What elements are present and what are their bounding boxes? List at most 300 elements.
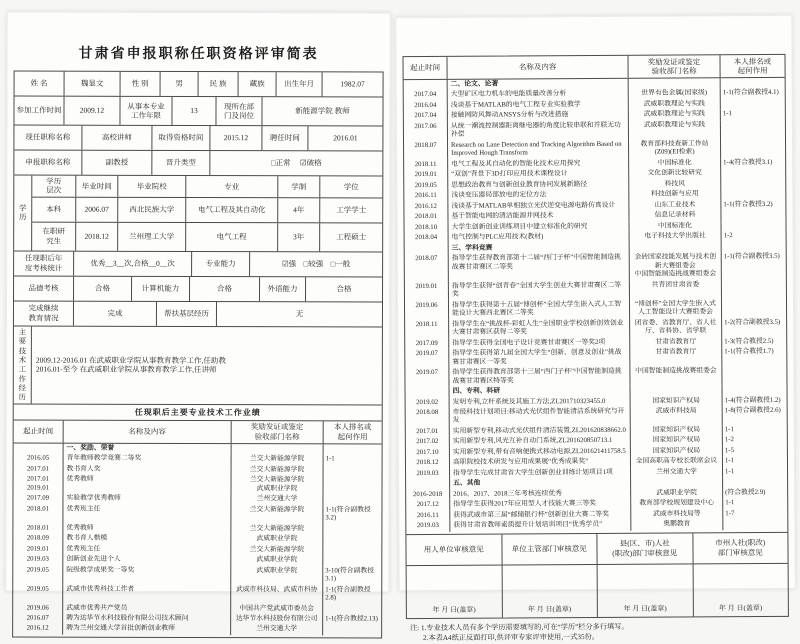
cell-dept: 世界有色金属(国家级) [629, 89, 721, 100]
gender-label: 性 别 [121, 72, 161, 96]
cell-content: 指导学生完成甘肃省大学生创新创业训练计划项目1项 [450, 468, 631, 480]
cell-content: 三、学科竞赛 [449, 243, 630, 255]
cell-dept: 武威职业学院 [631, 488, 723, 499]
cell-date: 2019.03 [13, 555, 63, 566]
current-title-value: 高校讲师 [82, 126, 152, 150]
cell-date: 2017.09 [13, 494, 63, 505]
cell-dept: 山东工业技术 [629, 200, 721, 211]
cell-content: 教书育人楷模 [63, 534, 231, 545]
cell-dept: 武威职教理论与实践 [629, 110, 721, 121]
promo-type-label: 晋升类型 [152, 151, 210, 175]
grassroots-label: 帮扶基层经历 [157, 302, 217, 326]
cell-content: 实用新型专利,移动式光伏组件清洁装置,ZL201620838662.0 [450, 426, 631, 438]
table-row [405, 347, 786, 368]
header-rank: 本人排名或 起何作用 [333, 422, 372, 442]
cell-content: 电气控制与PLC应用技术(教材) [449, 232, 630, 244]
cell-dept: 奥鹏教育 [631, 520, 723, 531]
cell-date: 2018.01 [13, 504, 63, 523]
cell-date: 2019.05 [13, 565, 63, 584]
cell-date: 2016.12 [13, 624, 63, 635]
cell-dept: 兰交大新能源学院 [232, 465, 324, 476]
cell-rank: 1-7 [725, 509, 735, 518]
cell-rank [721, 139, 785, 158]
cell-rank: 1-1(符合教授2.13) [325, 615, 378, 623]
cell-rank: 1-3(符合教授2.5) [724, 337, 774, 345]
cell-content: 指导学生获得教育部第十二届“西门子杯”中国智能制造挑战赛甘肃赛区二等奖 [449, 253, 630, 282]
cell-date: 2019.03 [406, 469, 450, 480]
header-date: 起止时间 [403, 57, 447, 79]
cell-rank [721, 78, 785, 89]
cell-dept: 武威职教理论与实践 [629, 99, 721, 110]
cell-date: 2019.07 [405, 349, 449, 368]
signature-box-county: 年 月 日(盖章) [598, 564, 694, 617]
cell-dept: “博创杯”全国大学生嵌入式人工智能设计大赛组委会 [630, 299, 722, 319]
cell-dept: 中国标准化 [630, 221, 722, 232]
gender-value: 男 [161, 72, 199, 96]
page-title: 甘肃省申报职称任职资格评审简表 [78, 46, 319, 63]
edu-level-header: 学历 层次 [32, 176, 76, 197]
row-current-title [14, 126, 382, 152]
cell-dept [630, 242, 722, 253]
education-header-row [32, 176, 382, 199]
experience-text: 2009.12-2016.01 在武威职业学院从事教育教学工作,任助教 2016.01-至今 在武威职业学院从事教育教学工作,任讲师 [35, 355, 226, 375]
cell-date: 2018.10 [405, 223, 449, 234]
cell-content: 浅谈变压器局部放电的定位方法 [448, 190, 629, 202]
cell-content: 高职院校技术研发与应用成果展“优秀成果奖” [450, 457, 631, 469]
cell-rank [722, 366, 786, 385]
cell-date: 2019.05 [13, 584, 63, 603]
cell-dept: 科技风 [629, 179, 721, 190]
cell-date: 2019.01 [13, 544, 63, 555]
cell-rank [721, 189, 785, 200]
cell-rank: 1-5 [724, 447, 734, 455]
cell-rank [721, 210, 785, 221]
cell-rank: 1-1 [725, 468, 735, 476]
cell-content: 市级科技计划项目:移动式光伏组件智能清洁系统研究与开发 [450, 407, 631, 427]
page-left [5, 11, 391, 633]
cell-content: 从统一潮流控制器距离继电器的角度比较串联和并联无功补偿 [448, 121, 629, 141]
table-row [13, 475, 381, 495]
work-start-value: 2009.12 [64, 97, 120, 125]
cell-date [406, 387, 450, 398]
cell-rank: 1-1(符合副教授3.2) [325, 505, 371, 522]
cell-content: 电气工程及其自动化的智能化技术应用探究 [448, 159, 629, 171]
cell-date: 2019.01 [404, 170, 448, 181]
table-row [404, 139, 785, 160]
cell-rank [722, 221, 786, 232]
cell-dept: 兰州交通大学 [231, 625, 323, 636]
cell-dept: 武威市科技局 [631, 406, 723, 426]
review-supervisor-header: 单位主管部门审核意见 [502, 534, 598, 565]
cell-dept: 科技创新与应用 [629, 190, 721, 201]
cell-dept: 达华节水科技股份有限公司 [231, 614, 323, 625]
cell-rank: 1-4(符合副教授1.2) [724, 396, 781, 404]
achievements-body [13, 443, 382, 637]
cell-date: 2018.01 [13, 523, 63, 534]
cell-rank: 3-10(符合副教授3.1) [325, 566, 375, 583]
cell-content: 教书育人奖 [64, 464, 232, 475]
footnotes [410, 621, 785, 644]
header-dept: 奖励发证或鉴定 验收部门名称 [628, 55, 720, 78]
cell-content: 聘为兰州交通大学首批创新创业教师 [63, 624, 231, 635]
cell-content: 实验教学优秀教师 [63, 494, 231, 505]
edu-degree-header: 学位 [343, 182, 359, 192]
cell-date: 2016.11 [406, 511, 450, 522]
birth-value: 1982.07 [340, 79, 365, 89]
row-continuing-education [14, 301, 382, 327]
cell-content: 四、专利、科研 [450, 386, 631, 398]
cell-rank [721, 120, 785, 139]
cell-rank: 1-2 [724, 436, 734, 444]
cell-date: 2018.04 [405, 233, 449, 244]
cell-rank [721, 179, 785, 190]
cell-content: 二、论文、论著 [448, 79, 629, 91]
cell-rank [323, 555, 381, 566]
cell-dept [631, 478, 723, 489]
cell-dept: 国家知识产权局 [631, 446, 723, 457]
cell-rank: (符合教授2.9) [725, 488, 766, 497]
qual-time-label: 取得资格时间 [152, 126, 210, 150]
cell-rank: 1-1(符合副教授3.5) [723, 253, 780, 261]
apply-title-value: 副教授 [82, 151, 152, 175]
table-row [405, 280, 786, 301]
qual-time-value: 2015.12 [210, 126, 262, 150]
cell-content: 2016、2017、2018三年考核连续优秀 [450, 489, 631, 501]
cell-content: 指导学生获得教育部第十三届“西门子杯”中国智能制造挑战赛甘肃赛区特等奖 [449, 367, 630, 387]
ce-value: 完成 [74, 301, 157, 325]
table-row [13, 504, 381, 524]
cell-date: 2019.01 [405, 282, 449, 301]
computer-label: 计算机能力 [132, 277, 190, 301]
cell-rank [721, 99, 785, 110]
cell-date: 2019.03 [406, 521, 450, 532]
cell-dept: 中国共产党武威市委员会 [231, 604, 323, 615]
table-row [13, 624, 381, 635]
table-row [406, 406, 787, 427]
edu-major: 电气工程及其自动化 [186, 198, 278, 222]
cell-rank [722, 298, 786, 317]
cell-rank: 1-1(符合副教授4.1) [722, 89, 779, 97]
cell-date: 2019.06 [13, 603, 63, 614]
experience-vertical-label: 主要 技术 工作 经历 [14, 326, 32, 403]
cell-content: 一、奖励、荣誉 [64, 443, 232, 454]
cell-date: 2016.12 [404, 202, 448, 213]
cell-date: 2016.07 [13, 614, 63, 625]
dept-label: 现所在部 门及岗位 [216, 97, 262, 125]
cell-content: 指导学生获得“创青春”全国大学生创业大赛甘肃赛区二等奖 [449, 280, 630, 300]
cell-content: 大学生创新创业训练项目中建立标准化的研究 [449, 222, 630, 234]
review-signature-row [407, 564, 788, 618]
cell-rank: 1-2(符合副教授3.5) [724, 318, 781, 326]
cell-date: 2017.01 [406, 427, 450, 438]
cell-rank [323, 604, 381, 615]
cell-dept: 文化创新比较研究 [629, 169, 721, 180]
cell-content: 浅谈基于MATLAB单相独立光伏逆变电源电路仿真设计 [448, 201, 629, 213]
cell-content: 基于智能电网的清洁能源并网技术 [448, 211, 629, 223]
cell-date [405, 244, 449, 255]
cell-date: 2019.02 [406, 397, 450, 408]
row-skills [14, 276, 382, 302]
education-vertical-label: 学 历 [14, 176, 32, 251]
cell-content: Research on Lane Detection and Tracking Algorithm Based on Improved Hough Transform [448, 140, 629, 160]
row-annual-assessment [14, 251, 382, 277]
hire-time-value: 2016.01 [333, 133, 358, 143]
signature-box-employer: 年 月 日(盖章) [407, 565, 503, 618]
cell-rank [323, 625, 381, 636]
edu-degree: 工程硕士 [336, 232, 367, 242]
cell-content: “双创”背景下3D打印应用技术课程设计 [448, 169, 629, 181]
name-value: 魏显文 [65, 72, 121, 96]
education-row-bachelor [32, 197, 382, 223]
edu-level: 本科 [32, 197, 76, 221]
cell-rank [723, 519, 787, 530]
table-row [13, 584, 381, 604]
language-label: 外语能力 [260, 277, 306, 301]
cell-rank [723, 385, 787, 396]
cell-dept: 武威市科技局等 [631, 509, 723, 520]
cell-dept: 中国标准化 [629, 158, 721, 169]
cell-rank: 1-1(符合教授1.7) [724, 347, 774, 356]
cell-rank [323, 476, 381, 495]
edu-gradtime: 2006.07 [76, 197, 118, 221]
cell-dept [232, 444, 324, 455]
cell-dept [629, 78, 721, 89]
cell-date: 2018.11 [404, 160, 448, 171]
row-work [14, 97, 382, 127]
cell-date: 2017.12 [406, 500, 450, 511]
ce-label: 完成继续 教育情况 [14, 301, 74, 325]
cell-rank [323, 495, 381, 506]
cell-date: 2017.04 [404, 90, 448, 101]
cell-content: 武威市优秀共产党员 [63, 603, 231, 614]
ethnic-label: 民 族 [199, 72, 239, 96]
work-start-label: 参加工作时间 [14, 97, 64, 125]
name-label: 姓 名 [15, 72, 65, 96]
cell-content: 武威市优秀科技工作者 [63, 584, 231, 603]
row-experience [14, 326, 382, 405]
annual-label: 任现职后年 度考核统计 [14, 251, 74, 275]
cell-content: 实用新型专利,风光互补自动门系统,ZL201620850713.1 [450, 436, 631, 448]
cell-dept: 兰交大新能源学院 [232, 454, 324, 465]
cell-rank [324, 444, 382, 455]
cell-dept: 兰交大新能源学院 武威职业学院 [231, 475, 323, 494]
cell-dept: 甘肃省教育厅 [630, 337, 722, 348]
header-dept: 奖励发证或鉴定 验收部门名称 [232, 421, 324, 443]
edu-length: 4年 [278, 198, 320, 222]
cell-rank [324, 465, 382, 476]
hire-time-label: 聘任时间 [262, 126, 308, 150]
promo-type-checkboxes: □正常 ☑破格 [271, 158, 322, 168]
cell-content: 指导学生在“挑战杯-彩虹人生”全国职业学校创新创效创业大赛甘肃赛区获得二等奖 [449, 318, 630, 338]
cell-content: 院级教学成果奖一等奖 [63, 565, 231, 584]
cell-rank [323, 545, 381, 556]
cell-rank: 1-2 [723, 232, 733, 240]
header-rank: 本人排名或 起何作用 [733, 56, 772, 76]
cell-dept: 兰交大新能源学院 [231, 545, 323, 556]
education-row-master [32, 222, 382, 251]
cell-date: 2019.05 [404, 181, 448, 192]
cell-dept: 国家知识产权局 [631, 425, 723, 436]
main-form-table [12, 71, 383, 639]
cell-dept: 甘肃省教育厅 [630, 347, 722, 367]
cell-rank: 1-4(符合教授3.1) [723, 158, 773, 167]
ethnic-value: 藏族 [239, 72, 277, 96]
cell-dept: 兰州交通大学 [231, 494, 323, 505]
moral-value: 合格 [74, 276, 132, 300]
header-date: 起止时间 [14, 420, 64, 442]
cell-date: 2016.11 [404, 191, 448, 202]
edu-major: 电气工程 [186, 223, 278, 251]
cell-rank: 1-1 [724, 426, 734, 434]
years-value: 13 [172, 97, 216, 125]
cell-dept: 信息记录材料 [629, 211, 721, 222]
cell-dept: 武威职教理论与实践 [629, 120, 721, 140]
cell-rank [721, 168, 785, 179]
dept-value: 新能源学院 教师 [295, 106, 350, 116]
cell-content: 接触网防风舞动ANSYS分析与改进措施 [448, 110, 629, 122]
cell-content: 大型矿区电力机车的电能质量改善分析 [448, 89, 629, 101]
header-content: 名称及内容 [447, 56, 628, 79]
cell-content: 浅谈基于MATLAB的电气工程专业实验教学 [448, 100, 629, 112]
edu-school: 兰州理工大学 [118, 223, 186, 251]
cell-rank [722, 280, 786, 299]
achievements-body [404, 78, 788, 534]
cell-dept: 教育部科技查新工作站 (Z09)(EI检索) [629, 139, 721, 159]
birth-label: 出生年月 [277, 72, 323, 96]
cell-date: 2017.09 [405, 338, 449, 349]
cell-dept: 教育部学校规划建设中心 [631, 499, 723, 510]
edu-major-header: 专业 [186, 176, 278, 197]
table-row [405, 298, 786, 319]
table-row [405, 317, 786, 338]
cell-rank: 1-8(符合副教授2.6) [724, 406, 781, 415]
cell-dept: 武威市科技局、武威市科协 [231, 585, 323, 604]
edu-school-header: 毕业院校 [118, 176, 186, 197]
cell-content: 实用新型专利,带有音响便携式移动电源,ZL201621411758.5 [450, 447, 631, 459]
cell-date: 2016.05 [14, 454, 64, 465]
ability-label: 专业能力 [192, 252, 250, 276]
edu-gradtime-header: 毕业时间 [76, 176, 118, 197]
cell-dept: 全国高职高专校长联席会议 [631, 457, 723, 468]
cell-content: 优秀班主任 [63, 504, 231, 523]
cell-content: 指导学生获得第十五届“博创杯”全国大学生嵌入式人工智能设计大赛西北赛区二等奖 [449, 299, 630, 319]
cell-dept: 兰交大新能源学院 [231, 524, 323, 535]
language-value: 合格 [336, 284, 352, 294]
cell-dept: 兰州交通大学 [631, 467, 723, 478]
achievements-header-row [14, 420, 382, 444]
cell-date: 2018.07 [404, 141, 448, 160]
row-basic [15, 72, 383, 98]
cell-content: 思想政治教育与创新创业教育协同发展新路径 [448, 180, 629, 192]
cell-content: 指导学生获得第九届全国大学生“创新、创意及创业”挑战赛甘肃赛区一等奖 [449, 348, 630, 368]
cell-content: 五、其他 [450, 478, 631, 490]
cell-date: 2017.02 [406, 437, 450, 448]
cell-date: 2019.06 [405, 301, 449, 320]
cell-content: 获得武威市第三届“邮储银行杯”创新创业大赛二等奖 [450, 510, 631, 522]
cell-rank: 1-1 [325, 455, 335, 463]
cell-date [406, 479, 450, 490]
current-title-label: 现任职称名称 [14, 126, 82, 150]
annual-value: 优秀__3__次,合格__0__次 [74, 251, 192, 275]
cell-dept: 团省委、省教育厅、省人社厅、省科协、省学联 [630, 318, 722, 338]
cell-content: 优秀教师 [63, 523, 231, 534]
cell-dept: 兰交大新能源学院 [231, 505, 323, 524]
cell-date: 2018.09 [13, 534, 63, 545]
cell-rank [723, 477, 787, 488]
cell-content: 获得甘肃省教师素质提升计划培训项目“优秀学员” [450, 520, 631, 532]
edu-gradtime: 2018.12 [76, 222, 118, 250]
edu-school: 西北民族大学 [118, 198, 186, 222]
cell-date [14, 443, 64, 454]
years-label: 从事本专业 工作年限 [120, 97, 172, 125]
cell-date: 2018.08 [406, 408, 450, 427]
cell-date: 2018.12 [406, 458, 450, 469]
cell-content: 优秀教师 [63, 475, 231, 494]
cell-dept: 共青团甘肃省委 [630, 280, 722, 300]
signature-box-supervisor: 年 月 日(盖章) [502, 565, 598, 618]
cell-dept: 电子科技大学出版社 [630, 231, 722, 242]
edu-level: 在职研 究生 [32, 222, 76, 250]
cell-rank [323, 524, 381, 535]
cell-rank: 1-1 [724, 457, 735, 465]
cell-rank: 1-1(符合副教授2.8) [325, 585, 371, 602]
cell-date: 2017.04 [404, 111, 448, 122]
apply-title-label: 申报职称名称 [14, 151, 82, 175]
cell-date: 2018.07 [405, 254, 449, 282]
cell-date: 2017.01 2019.01 [13, 475, 63, 494]
review-city-header: 市州人社(职改) 部门审核意见 [715, 538, 766, 558]
cell-content: 发明专利,立杆系统及其施工方法,ZL201710323455.0 [450, 396, 631, 408]
cell-dept: 武威职业学院 [231, 534, 323, 545]
table-row [13, 565, 381, 585]
cell-date: 2016.04 [404, 101, 448, 112]
cell-dept [631, 385, 723, 396]
table-row [406, 519, 787, 532]
table-row [404, 120, 785, 141]
cell-rank: 1-1(符合教授3.2) [723, 200, 773, 209]
cell-date: 2016-2018 [406, 490, 450, 501]
cell-date: 2018.01 [404, 212, 448, 223]
review-header-row [406, 532, 787, 566]
achievements-title: 任现职后主要专业技术工作业绩 [14, 404, 382, 421]
grassroots-value: 无 [295, 309, 304, 319]
cell-dept: 金砖国家技能发展与技术创新大赛组委会 中国智能制造挑战赛组委会 [630, 252, 722, 280]
education-block [14, 176, 382, 253]
computer-value: 合格 [190, 277, 260, 301]
cell-date: 2019.07 [405, 368, 449, 387]
cell-date: 2018.11 [405, 320, 449, 339]
review-county-header: 县(区、市)人社 (职改)部门审核意见 [597, 533, 693, 564]
cell-rank [722, 242, 786, 253]
cell-dept: 国家知识产权局 [631, 436, 723, 447]
row-apply-title [14, 151, 382, 177]
cell-dept: 中国智能制造挑战赛组委会 [630, 366, 722, 386]
footnote-2: 2.本表A4纸正反面打印,供评审专家评审使用,一式35份。 [423, 633, 599, 643]
achievements-table-2 [402, 54, 788, 619]
edu-length: 3年 [278, 223, 320, 251]
table-row [405, 366, 786, 387]
edu-length-header: 学制 [278, 176, 320, 197]
cell-date: 2017.10 [406, 448, 450, 459]
cell-content: 青年教师教学竞赛二等奖 [64, 454, 232, 465]
cell-dept: 武威职业学院 [231, 566, 323, 585]
table-row [405, 252, 786, 282]
cell-content: 指导学生获得2017年应用型人才技能大赛三等奖 [450, 499, 631, 511]
cell-rank: 1-1 [722, 110, 732, 118]
ability-checkboxes: ☑强 □较强 □一般 [281, 259, 351, 269]
cell-date: 2017.06 [404, 122, 448, 141]
moral-label: 品德考核 [14, 276, 74, 300]
